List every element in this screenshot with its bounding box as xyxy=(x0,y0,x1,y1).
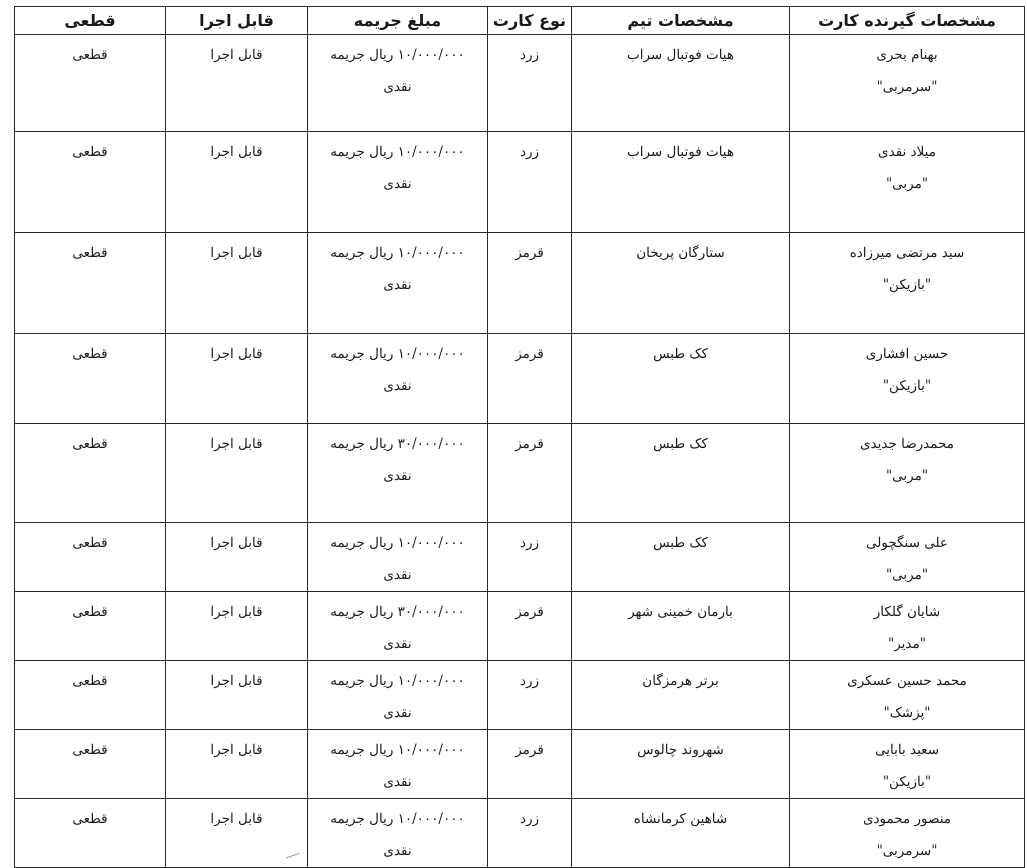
fine-unit: نقدی xyxy=(383,567,412,583)
cell-team: کک طبس xyxy=(572,424,790,523)
cell-recipient xyxy=(790,132,1025,233)
cell-final: قطعی xyxy=(15,233,166,334)
cell-card-type: قرمز xyxy=(488,233,572,334)
cell-fine xyxy=(308,523,488,592)
fine-amount: ۱۰/۰۰۰/۰۰۰ ریال جریمه xyxy=(330,673,465,689)
cell-team: هیات فوتبال سراب xyxy=(572,35,790,132)
recipient-name: محمدرضا جدیدی xyxy=(859,436,955,452)
cell-fine xyxy=(308,35,488,132)
recipient-name: سعید بابایی xyxy=(874,742,940,758)
cell-final: قطعی xyxy=(15,132,166,233)
cell-card-type: قرمز xyxy=(488,730,572,799)
cell-enforceable: قابل اجرا xyxy=(166,35,308,132)
recipient-role: "مربی" xyxy=(885,468,929,484)
cell-enforceable: قابل اجرا xyxy=(166,334,308,424)
table-header-row xyxy=(15,7,1025,35)
cell-enforceable: قابل اجرا xyxy=(166,730,308,799)
table-row xyxy=(15,730,1025,799)
cell-card-type: زرد xyxy=(488,523,572,592)
cell-recipient xyxy=(790,799,1025,868)
cell-enforceable: قابل اجرا xyxy=(166,233,308,334)
cell-recipient xyxy=(790,233,1025,334)
fine-unit: نقدی xyxy=(383,277,412,293)
table-row xyxy=(15,592,1025,661)
cell-team: کک طبس xyxy=(572,334,790,424)
cell-team: کک طبس xyxy=(572,523,790,592)
cell-recipient xyxy=(790,592,1025,661)
table-row xyxy=(15,523,1025,592)
recipient-role: "مربی" xyxy=(885,567,929,583)
cell-recipient xyxy=(790,35,1025,132)
cell-final: قطعی xyxy=(15,35,166,132)
fine-unit: نقدی xyxy=(383,636,412,652)
fine-amount: ۱۰/۰۰۰/۰۰۰ ریال جریمه xyxy=(330,535,465,551)
table-row xyxy=(15,132,1025,233)
cell-recipient xyxy=(790,424,1025,523)
recipient-role: "بازیکن" xyxy=(882,277,932,293)
recipient-role: "مربی" xyxy=(885,176,929,192)
cell-card-type: زرد xyxy=(488,799,572,868)
cell-enforceable: قابل اجرا xyxy=(166,799,308,868)
fine-amount: ۱۰/۰۰۰/۰۰۰ ریال جریمه xyxy=(330,742,465,758)
fine-unit: نقدی xyxy=(383,468,412,484)
header-enforceable: قابل اجرا xyxy=(166,7,308,35)
header-team: مشخصات تیم xyxy=(572,7,790,35)
cell-recipient xyxy=(790,334,1025,424)
table-body xyxy=(15,35,1025,868)
fine-unit: نقدی xyxy=(383,378,412,394)
cell-fine xyxy=(308,334,488,424)
fine-unit: نقدی xyxy=(383,843,412,859)
cell-card-type: قرمز xyxy=(488,592,572,661)
cell-final: قطعی xyxy=(15,334,166,424)
table-row xyxy=(15,661,1025,730)
recipient-role: "سرمربی" xyxy=(876,843,938,859)
recipient-name: میلاد نقدی xyxy=(878,144,936,160)
fine-unit: نقدی xyxy=(383,79,412,95)
disciplinary-table-sheet xyxy=(14,6,1024,858)
recipient-name: محمد حسین عسکری xyxy=(847,673,967,689)
fine-amount: ۱۰/۰۰۰/۰۰۰ ریال جریمه xyxy=(330,144,465,160)
cell-final: قطعی xyxy=(15,424,166,523)
recipient-role: "مدیر" xyxy=(888,636,926,652)
cell-enforceable: قابل اجرا xyxy=(166,661,308,730)
header-card-type: نوع کارت xyxy=(488,7,572,35)
disciplinary-cards-table xyxy=(14,6,1025,868)
cell-team: هیات فوتبال سراب xyxy=(572,132,790,233)
cell-recipient xyxy=(790,730,1025,799)
table-row xyxy=(15,799,1025,868)
table-row xyxy=(15,424,1025,523)
cell-fine xyxy=(308,730,488,799)
cell-final: قطعی xyxy=(15,592,166,661)
recipient-role: "سرمربی" xyxy=(876,79,938,95)
cell-fine xyxy=(308,661,488,730)
fine-amount: ۳۰/۰۰۰/۰۰۰ ریال جریمه xyxy=(330,436,465,452)
recipient-name: شایان گلکار xyxy=(873,604,941,620)
fine-amount: ۱۰/۰۰۰/۰۰۰ ریال جریمه xyxy=(330,346,465,362)
recipient-role: "پزشک" xyxy=(883,705,931,721)
cell-team: برتر هرمزگان xyxy=(572,661,790,730)
cell-final: قطعی xyxy=(15,523,166,592)
cell-card-type: زرد xyxy=(488,661,572,730)
cell-card-type: زرد xyxy=(488,132,572,233)
cell-team: شهروند چالوس xyxy=(572,730,790,799)
header-fine: مبلغ جریمه xyxy=(308,7,488,35)
cell-final: قطعی xyxy=(15,661,166,730)
fine-amount: ۱۰/۰۰۰/۰۰۰ ریال جریمه xyxy=(330,811,465,827)
fine-unit: نقدی xyxy=(383,774,412,790)
cell-team: بارمان خمینی شهر xyxy=(572,592,790,661)
recipient-role: "بازیکن" xyxy=(882,378,932,394)
cell-final: قطعی xyxy=(15,730,166,799)
cell-recipient xyxy=(790,523,1025,592)
table-row xyxy=(15,334,1025,424)
fine-amount: ۳۰/۰۰۰/۰۰۰ ریال جریمه xyxy=(330,604,465,620)
cell-card-type: قرمز xyxy=(488,334,572,424)
recipient-name: بهنام بحری xyxy=(876,47,938,63)
cell-card-type: زرد xyxy=(488,35,572,132)
header-recipient: مشخصات گیرنده کارت xyxy=(790,7,1025,35)
recipient-name: حسین افشاری xyxy=(865,346,949,362)
cell-card-type: قرمز xyxy=(488,424,572,523)
cell-fine xyxy=(308,592,488,661)
fine-amount: ۱۰/۰۰۰/۰۰۰ ریال جریمه xyxy=(330,245,465,261)
header-final: قطعی xyxy=(15,7,166,35)
cell-enforceable: قابل اجرا xyxy=(166,424,308,523)
cell-final: قطعی xyxy=(15,799,166,868)
cell-fine xyxy=(308,799,488,868)
table-row xyxy=(15,233,1025,334)
recipient-role: "بازیکن" xyxy=(882,774,932,790)
cell-team: شاهین کرمانشاه xyxy=(572,799,790,868)
fine-unit: نقدی xyxy=(383,705,412,721)
table-row xyxy=(15,35,1025,132)
cell-enforceable: قابل اجرا xyxy=(166,523,308,592)
cell-fine xyxy=(308,424,488,523)
cell-enforceable: قابل اجرا xyxy=(166,592,308,661)
recipient-name: منصور محمودی xyxy=(862,811,952,827)
fine-amount: ۱۰/۰۰۰/۰۰۰ ریال جریمه xyxy=(330,47,465,63)
recipient-name: سید مرتضی میرزاده xyxy=(849,245,965,261)
fine-unit: نقدی xyxy=(383,176,412,192)
cell-fine xyxy=(308,233,488,334)
cell-recipient xyxy=(790,661,1025,730)
cell-team: ستارگان پریخان xyxy=(572,233,790,334)
cell-fine xyxy=(308,132,488,233)
recipient-name: علی سنگچولی xyxy=(866,535,948,551)
cell-enforceable: قابل اجرا xyxy=(166,132,308,233)
